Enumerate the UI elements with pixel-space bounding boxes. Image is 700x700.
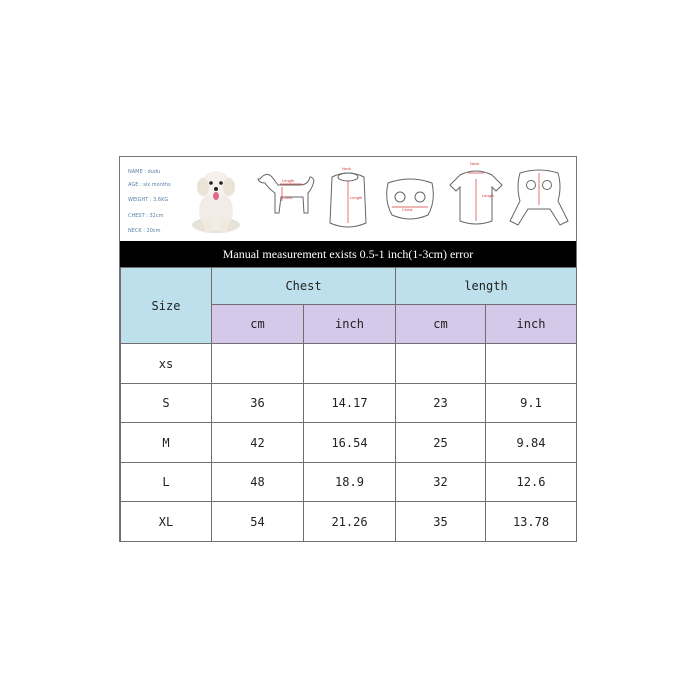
chest-inch-cell: 16.54 bbox=[304, 423, 396, 463]
chest-cm-header: cm bbox=[212, 305, 304, 344]
sweater-diagram bbox=[382, 175, 438, 225]
dog-side-measure-diagram bbox=[252, 165, 322, 235]
profile-name: NAME : dudu bbox=[128, 169, 161, 175]
length-inch-cell: 13.78 bbox=[486, 502, 577, 542]
length-inch-cell: 12.6 bbox=[486, 463, 577, 502]
side-length-label: Length bbox=[282, 178, 295, 183]
chest-inch-cell bbox=[304, 344, 396, 384]
jumpsuit-diagram bbox=[508, 167, 570, 233]
length-cm-cell: 25 bbox=[396, 423, 486, 463]
side-chest-label: Chest bbox=[282, 195, 293, 200]
size-cell: S bbox=[121, 384, 212, 423]
chest-cm-cell: 54 bbox=[212, 502, 304, 542]
size-header-cell: Size bbox=[121, 268, 212, 344]
length-cm-header: cm bbox=[396, 305, 486, 344]
profile-neck: NECK : 20cm bbox=[128, 228, 161, 234]
chest-cm-cell: 48 bbox=[212, 463, 304, 502]
table-row bbox=[121, 344, 577, 384]
size-cell: L bbox=[121, 463, 212, 502]
shirt-diagram bbox=[446, 165, 506, 233]
length-cm-cell bbox=[396, 344, 486, 384]
dog-photo bbox=[186, 163, 246, 239]
table-row bbox=[121, 423, 577, 463]
profile-weight: WEIGHT : 3.6KG bbox=[128, 197, 169, 203]
table-header-row bbox=[121, 268, 577, 305]
sweater-chest-label: Chest bbox=[402, 207, 413, 212]
table-row bbox=[121, 502, 577, 542]
profile-age: AGE : six months bbox=[128, 182, 171, 188]
chest-cm-cell bbox=[212, 344, 304, 384]
length-inch-cell bbox=[486, 344, 577, 384]
length-cm-cell: 35 bbox=[396, 502, 486, 542]
shirt-neck-label: Neck bbox=[470, 161, 480, 166]
length-cm-cell: 32 bbox=[396, 463, 486, 502]
length-inch-header: inch bbox=[486, 305, 577, 344]
length-inch-cell: 9.84 bbox=[486, 423, 577, 463]
size-table bbox=[120, 267, 577, 542]
size-cell: XL bbox=[121, 502, 212, 542]
measurement-error-banner: Manual measurement exists 0.5-1 inch(1-3cm) error bbox=[120, 241, 576, 267]
size-chart-sheet bbox=[119, 156, 577, 542]
chest-inch-cell: 18.9 bbox=[304, 463, 396, 502]
chest-inch-cell: 14.17 bbox=[304, 384, 396, 423]
vest-diagram bbox=[324, 167, 372, 233]
vest-length-label: Length bbox=[350, 195, 363, 200]
profile-chest: CHEST : 32cm bbox=[128, 213, 164, 219]
table-row bbox=[121, 384, 577, 423]
chest-header-cell: Chest bbox=[212, 268, 396, 305]
chest-inch-cell: 21.26 bbox=[304, 502, 396, 542]
measurement-info-panel bbox=[120, 157, 576, 241]
length-header-cell: length bbox=[396, 268, 577, 305]
length-cm-cell: 23 bbox=[396, 384, 486, 423]
chest-cm-cell: 36 bbox=[212, 384, 304, 423]
size-cell: xs bbox=[121, 344, 212, 384]
vest-neck-label: Neck bbox=[342, 166, 352, 171]
size-cell: M bbox=[121, 423, 212, 463]
shirt-length-label: Length bbox=[482, 193, 495, 198]
table-row bbox=[121, 463, 577, 502]
length-inch-cell: 9.1 bbox=[486, 384, 577, 423]
chest-cm-cell: 42 bbox=[212, 423, 304, 463]
chest-inch-header: inch bbox=[304, 305, 396, 344]
